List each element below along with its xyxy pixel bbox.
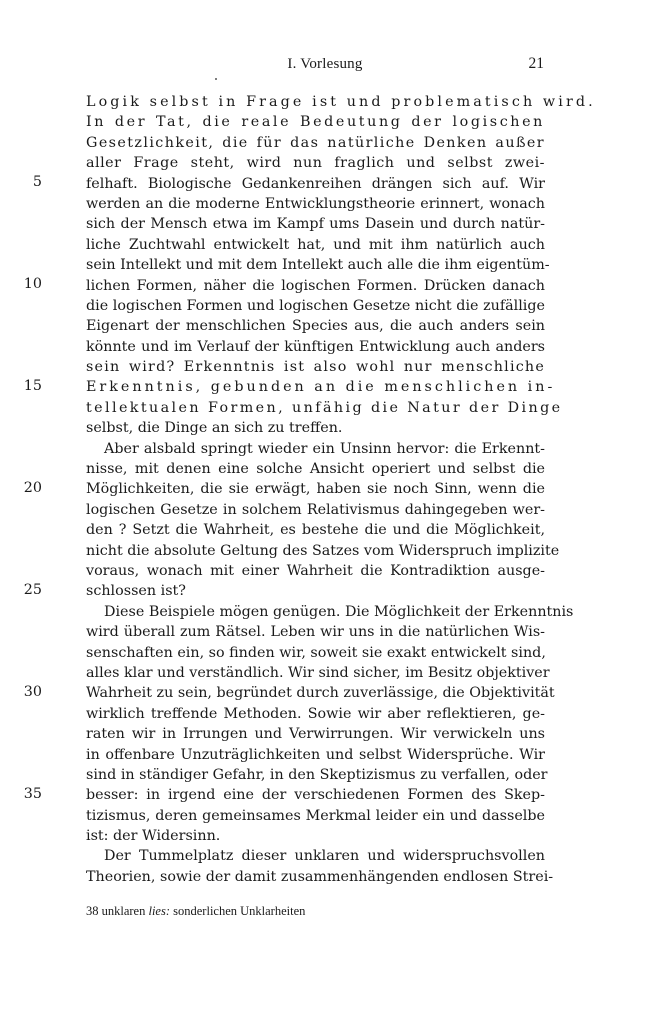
footnote-text: sonderlichen Unklarheiten: [173, 904, 306, 918]
text-line: Der Tummelplatz dieser unklaren und widerspruchsvollen: [104, 848, 545, 865]
text-line: könnte und im Verlauf der künftigen Entwicklung auch anders: [86, 338, 545, 355]
text-line: selbst, die Dinge an sich zu treffen.: [86, 420, 343, 437]
text-line: tellektualen Formen, unfähig die Natur der Dinge: [86, 399, 563, 416]
line-number: 10: [23, 276, 42, 292]
text-line: Möglichkeiten, die sie erwägt, haben sie noch Sinn, wenn die: [86, 481, 545, 498]
text-line: sein Intellekt und mit dem Intellekt auch alle die ihm eigentüm-: [86, 257, 550, 274]
text-line: tizismus, deren gemeinsames Merkmal leider ein und dasselbe: [86, 807, 545, 824]
line-number: 20: [23, 480, 42, 496]
text-line: die logischen Formen und logischen Gesetze nicht die zufällige: [86, 297, 545, 314]
text-line: senschaften ein, so finden wir, soweit sie exakt entwickelt sind,: [86, 644, 546, 661]
text-line: wird überall zum Rätsel. Leben wir uns in die natürlichen Wis-: [86, 624, 545, 641]
text-line: Gesetzlichkeit, die für das natürliche Denken außer: [86, 134, 545, 151]
footnote: [86, 904, 305, 919]
text-line: nisse, mit denen eine solche Ansicht operiert und selbst die: [86, 461, 545, 478]
text-line: werden an die moderne Entwicklungstheorie erinnert, wonach: [86, 195, 545, 212]
text-line: Theorien, sowie der damit zusammenhängenden endlosen Strei-: [86, 868, 554, 885]
line-number: 35: [23, 786, 42, 802]
footnote-lies: lies:: [148, 904, 171, 918]
text-line: wirklich treffende Methoden. Sowie wir aber reflektieren, ge-: [86, 705, 545, 722]
text-line: felhaft. Biologische Gedankenreihen drängen sich auf. Wir: [86, 175, 545, 192]
text-line: Logik selbst in Frage ist und problematisch wird.: [86, 94, 596, 110]
print-speck: [215, 78, 217, 80]
text-line: nicht die absolute Geltung des Satzes vom Widerspruch implizite: [86, 542, 560, 559]
text-line: Erkenntnis, gebunden an die menschlichen in-: [86, 379, 556, 396]
text-line: alles klar und verständlich. Wir sind sicher, im Besitz objektiver: [86, 664, 550, 681]
text-line: sind in ständiger Gefahr, in den Skeptizismus zu verfallen, oder: [86, 766, 548, 783]
footnote-reference: 38 unklaren: [86, 904, 146, 918]
line-number: 15: [23, 378, 42, 394]
text-line: den ? Setzt die Wahrheit, es bestehe die und die Möglichkeit,: [86, 522, 545, 539]
text-line: logischen Gesetze in solchem Relativismus dahingegeben wer-: [86, 501, 545, 518]
line-number: 25: [23, 582, 42, 598]
text-line: schlossen ist?: [86, 583, 186, 600]
text-line: in offenbare Unzuträglichkeiten und selbst Widersprüche. Wir: [86, 746, 545, 763]
text-line: lichen Formen, näher die logischen Formen. Drücken danach: [86, 277, 545, 294]
page-number: 21: [528, 55, 544, 72]
text-line: liche Zuchtwahl entwickelt hat, und mit ihm natürlich auch: [86, 236, 545, 253]
line-number: 5: [32, 174, 42, 190]
body-text: [86, 92, 596, 887]
text-line: Eigenart der menschlichen Species aus, die auch anders sein: [86, 318, 545, 335]
text-line: Aber alsbald springt wieder ein Unsinn hervor: die Erkennt-: [104, 440, 545, 457]
line-number: 30: [23, 684, 42, 700]
running-header: I. Vorlesung: [287, 56, 363, 72]
text-line: sich der Mensch etwa im Kampf ums Dasein und durch natür-: [86, 216, 545, 233]
text-line: ist: der Widersinn.: [86, 828, 221, 845]
text-line: voraus, wonach mit einer Wahrheit die Kontradiktion ausge-: [86, 562, 545, 579]
text-line: Wahrheit zu sein, begründet durch zuverlässige, die Objektivität: [86, 685, 555, 702]
text-line: raten wir in Irrungen und Verwirrungen. Wir verwickeln uns: [86, 726, 545, 743]
text-line: Diese Beispiele mögen genügen. Die Möglichkeit der Erkenntnis: [104, 603, 574, 620]
text-line: besser: in irgend eine der verschiedenen Formen des Skep-: [86, 787, 545, 804]
text-line: sein wird? Erkenntnis ist also wohl nur menschliche: [86, 359, 545, 376]
text-line: In der Tat, die reale Bedeutung der logischen: [86, 114, 545, 131]
text-line: aller Frage steht, wird nun fraglich und selbst zwei-: [86, 155, 545, 172]
